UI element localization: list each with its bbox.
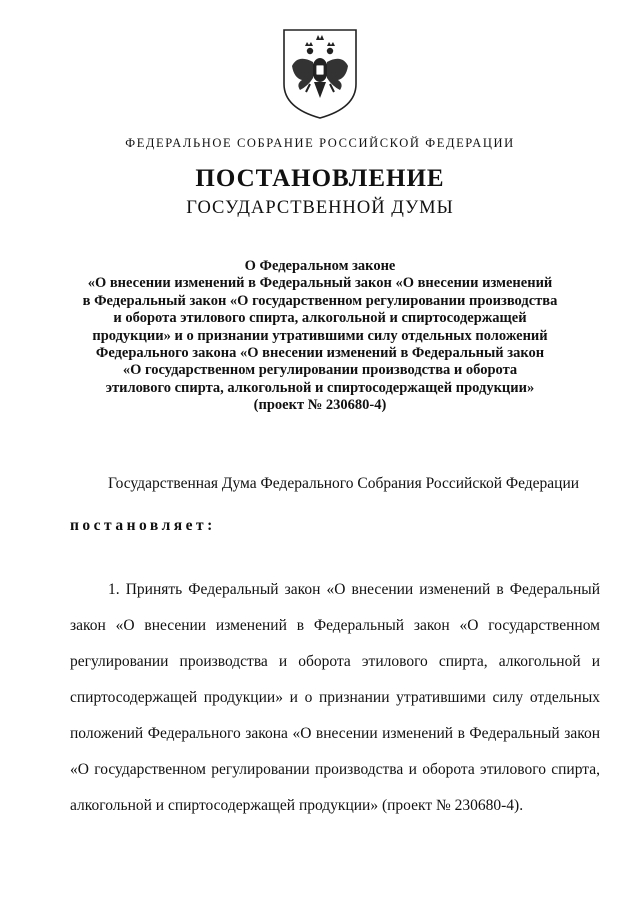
- paragraph-line: регулировании производства и оборота этилового спирта, алкогольной и: [70, 653, 600, 670]
- subject-line: продукции» и о признании утратившими силу отдельных положений: [92, 327, 548, 344]
- document-subject: [60, 258, 580, 415]
- subject-line: О Федеральном законе: [244, 258, 396, 274]
- subject-line: Федерального закона «О внесении изменений в Федеральный закон: [95, 345, 545, 362]
- assembly-name: ФЕДЕРАЛЬНОЕ СОБРАНИЕ РОССИЙСКОЙ ФЕДЕРАЦИИ: [125, 136, 515, 150]
- decree-word: постановляет:: [70, 517, 216, 534]
- subject-line: «О внесении изменений в Федеральный закон «О внесении изменений: [87, 275, 553, 292]
- subject-line: (проект № 230680-4): [253, 397, 387, 414]
- document-type-title: ПОСТАНОВЛЕНИЕ: [195, 165, 445, 192]
- paragraph-line: 1. Принять Федеральный закон «О внесении изменений в Федеральный: [108, 581, 600, 598]
- paragraph-line: положений Федерального закона «О внесении изменений в Федеральный закон: [70, 725, 600, 742]
- subject-line: «О государственном регулировании производства и оборота: [122, 362, 518, 379]
- preamble: Государственная Дума Федерального Собрания Российской Федерации: [108, 475, 580, 492]
- subject-line: этилового спирта, алкогольной и спиртосодержащей продукции»: [105, 379, 535, 396]
- issuing-body-subtitle: ГОСУДАРСТВЕННОЙ ДУМЫ: [186, 198, 454, 218]
- subject-line: в Федеральный закон «О государственном регулировании производства: [82, 292, 558, 309]
- paragraph-line: спиртосодержащей продукции» и о признании утратившими силу отдельных: [70, 689, 600, 706]
- decree-item-1: [70, 572, 600, 824]
- subject-line: и оборота этилового спирта, алкогольной и спиртосодержащей: [113, 310, 527, 327]
- paragraph-line: «О государственном регулировании производства и оборота этилового спирта,: [70, 761, 600, 778]
- russian-coat-of-arms-icon: [280, 26, 360, 122]
- paragraph-line: алкогольной и спиртосодержащей продукции» (проект № 230680-4).: [70, 797, 524, 814]
- paragraph-line: закон «О внесении изменений в Федеральный закон «О государственном: [70, 617, 600, 634]
